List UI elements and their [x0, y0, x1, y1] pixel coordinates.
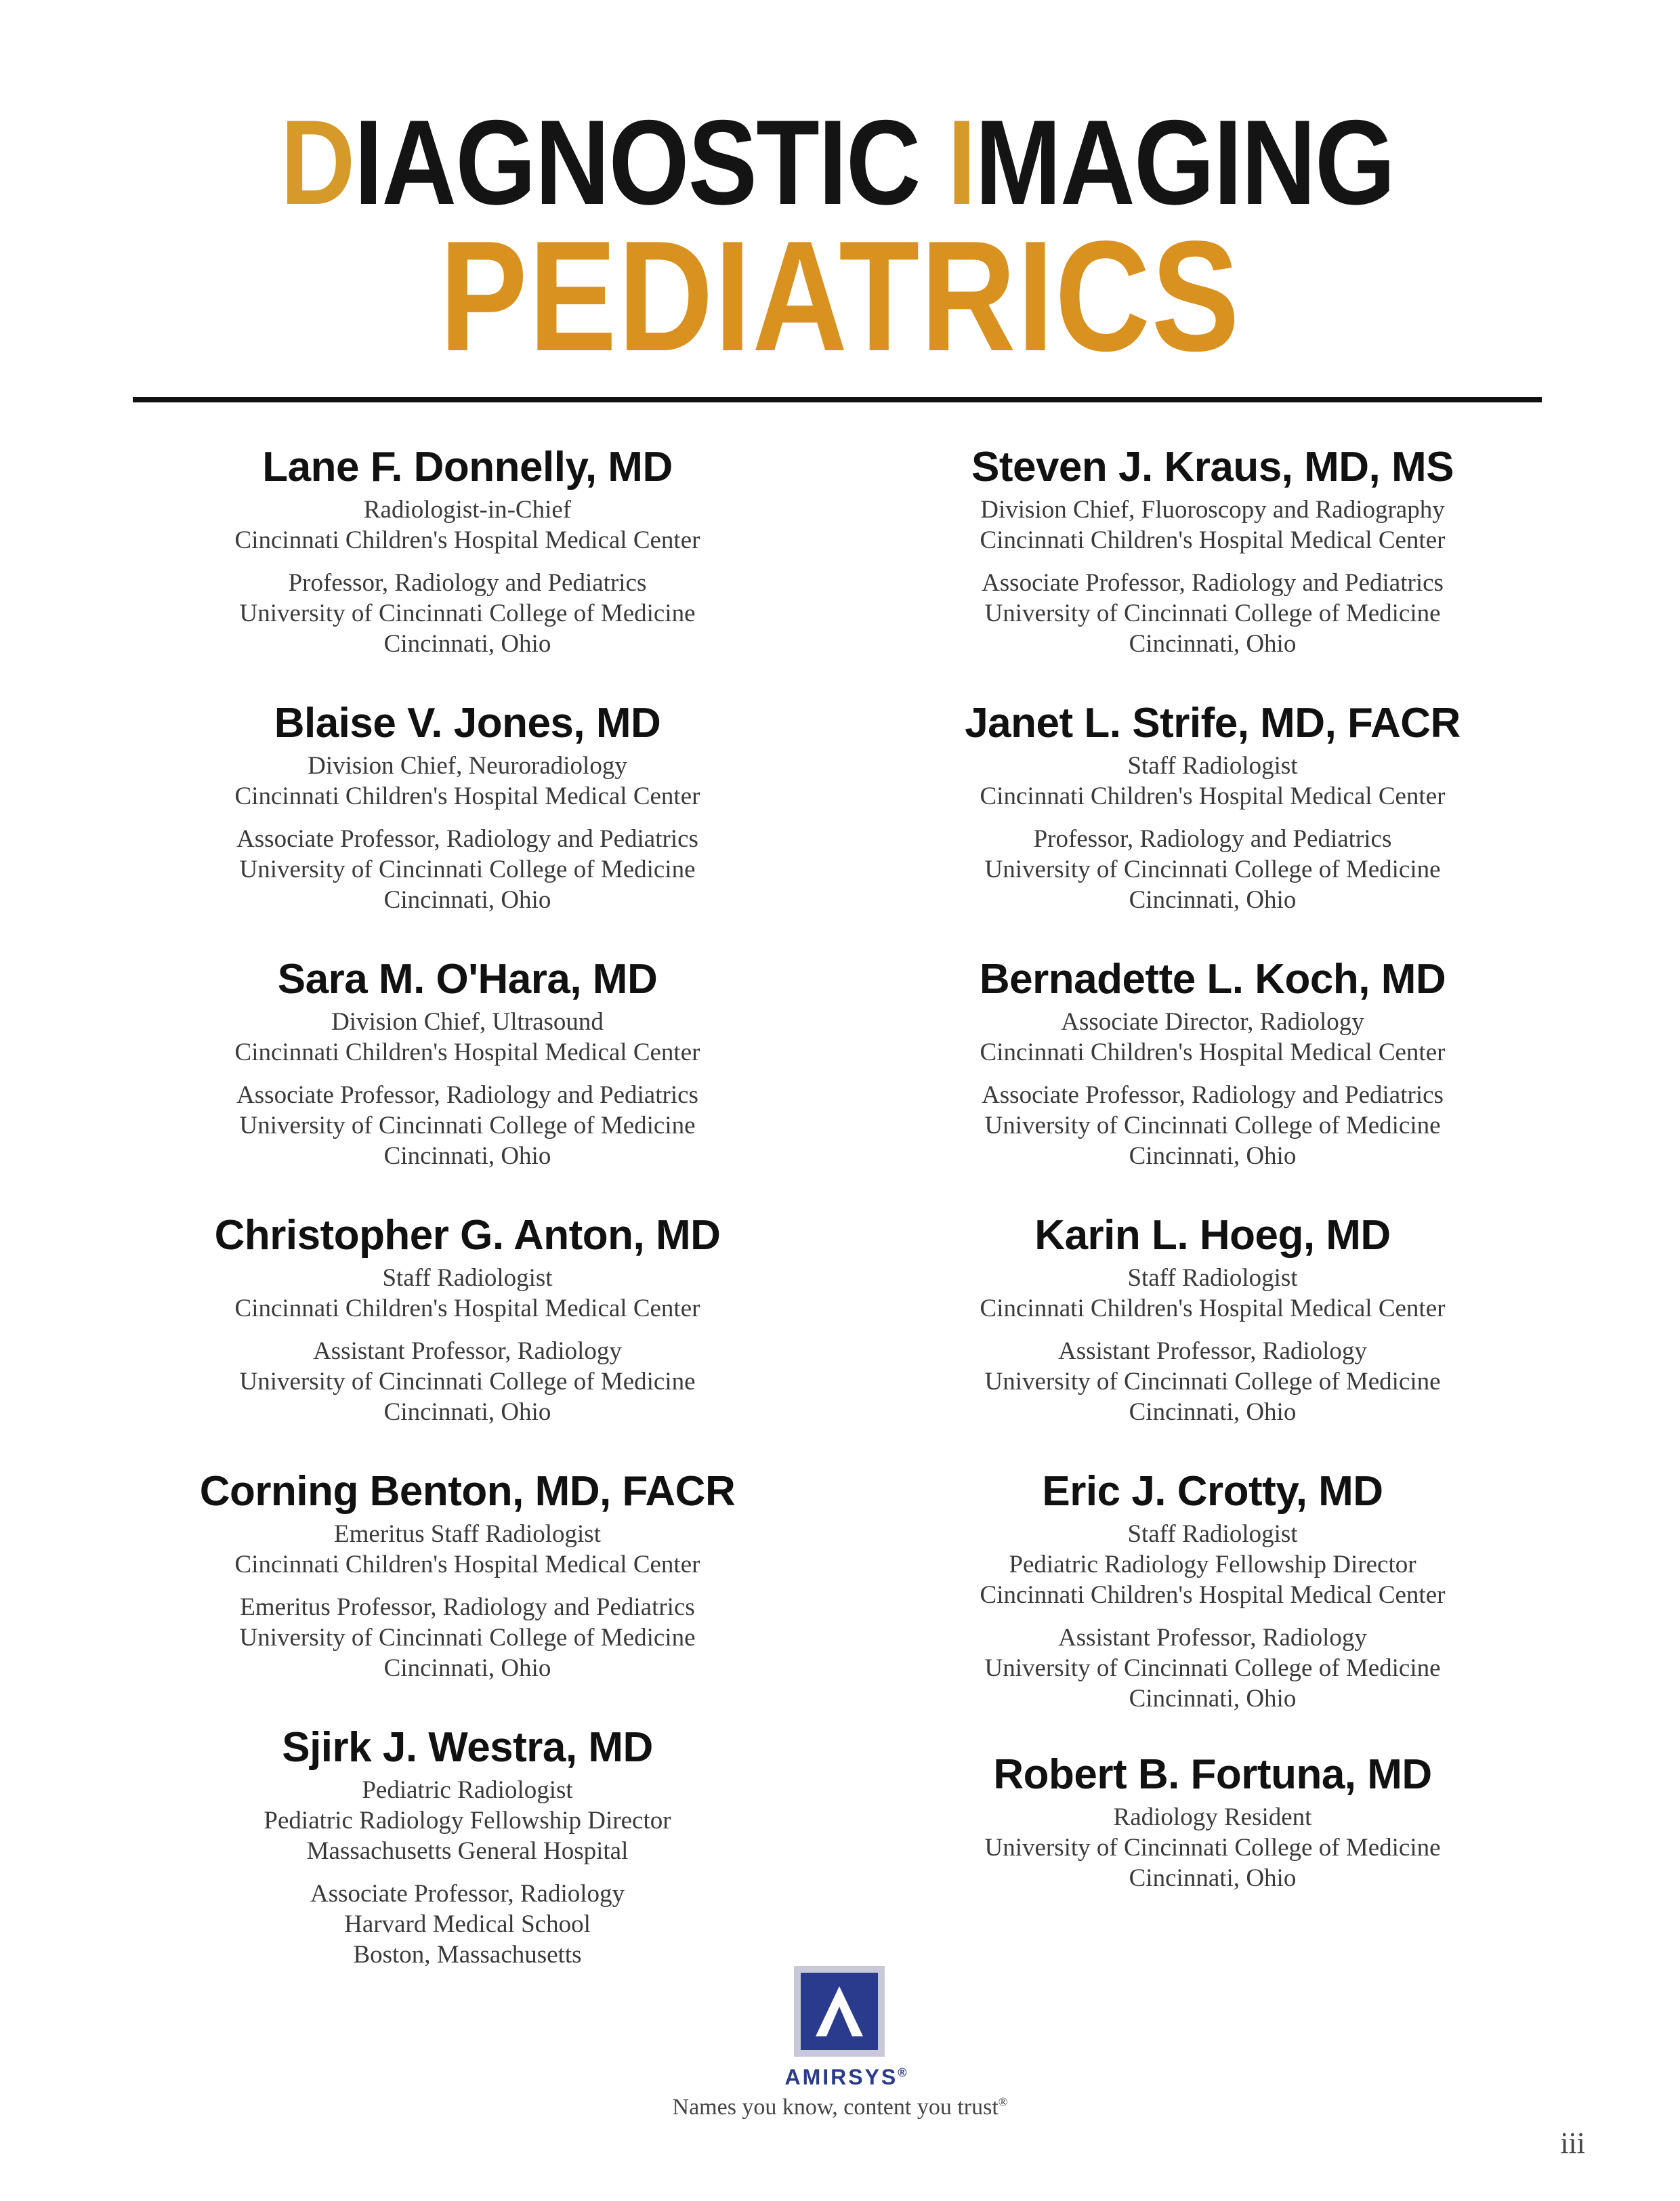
publisher-tagline: [569, 2095, 1111, 2120]
affiliation-line: Professor, Radiology and Pediatrics: [288, 569, 647, 597]
page-number: iii: [1560, 2126, 1585, 2160]
author-affiliation-1: [122, 1007, 813, 1068]
author-affiliation-2: [122, 824, 813, 915]
affiliation-line: Division Chief, Fluoroscopy and Radiography: [980, 496, 1445, 524]
publisher-name: [745, 2065, 948, 2090]
affiliation-line: Emeritus Professor, Radiology and Pediatrics: [240, 1593, 695, 1621]
affiliation-line: Cincinnati Children's Hospital Medical Center: [234, 526, 700, 554]
author-affiliation-2: [867, 1080, 1558, 1171]
affiliation-line: Cincinnati Children's Hospital Medical Center: [234, 1551, 700, 1578]
affiliation-line: Cincinnati, Ohio: [383, 1398, 551, 1426]
affiliation-line: Division Chief, Neuroradiology: [308, 752, 627, 780]
affiliation-line: Staff Radiologist: [1127, 1264, 1298, 1292]
affiliation-line: Staff Radiologist: [1127, 1520, 1298, 1548]
affiliation-line: Staff Radiologist: [1127, 752, 1298, 780]
author-affiliation-1: [867, 1007, 1558, 1068]
title-initial-d: D: [280, 95, 354, 230]
affiliation-line: Radiology Resident: [1113, 1803, 1312, 1831]
author-entry: [867, 952, 1558, 1209]
title-initial-i: I: [947, 95, 975, 230]
author-entry: [867, 1209, 1558, 1465]
affiliation-line: Cincinnati, Ohio: [383, 1142, 551, 1170]
author-name: Blaise V. Jones, MD: [274, 700, 661, 747]
author-name: Janet L. Strife, MD, FACR: [965, 700, 1461, 747]
affiliation-line: University of Cincinnati College of Medicine: [984, 856, 1441, 883]
author-affiliation-1: [122, 1263, 813, 1324]
affiliation-line: Professor, Radiology and Pediatrics: [1033, 825, 1392, 853]
affiliation-line: University of Cincinnati College of Medicine: [984, 1112, 1441, 1139]
author-entry: [867, 1465, 1558, 1721]
author-affiliation-1: [867, 751, 1558, 812]
affiliation-line: Associate Professor, Radiology and Pediatrics: [236, 825, 698, 853]
affiliation-line: University of Cincinnati College of Medicine: [984, 1834, 1441, 1862]
title-word-imaging-rest: MAGING: [975, 95, 1395, 230]
affiliation-line: Cincinnati, Ohio: [1129, 1685, 1297, 1713]
author-entry: [867, 1748, 1558, 2004]
title-line-1: [115, 95, 1560, 230]
affiliation-line: Cincinnati, Ohio: [1129, 1142, 1297, 1170]
title-divider: [133, 397, 1542, 402]
author-name: Eric J. Crotty, MD: [1042, 1468, 1383, 1515]
affiliation-line: Cincinnati Children's Hospital Medical Center: [234, 782, 700, 810]
affiliation-line: Associate Professor, Radiology and Pediatrics: [236, 1081, 698, 1109]
tagline-text: Names you know, content you trust: [672, 2095, 999, 2120]
author-entry: [867, 440, 1558, 696]
author-entry: [122, 696, 813, 952]
affiliation-line: Division Chief, Ultrasound: [331, 1008, 604, 1036]
affiliation-line: Cincinnati, Ohio: [1129, 886, 1297, 914]
author-affiliation-2: [122, 1592, 813, 1683]
title-word-diagnostic-rest: IAGNOSTIC: [354, 95, 920, 230]
author-affiliation-2: [122, 1879, 813, 1970]
publisher-name-text: AMIRSYS: [784, 2065, 898, 2089]
affiliation-line: University of Cincinnati College of Medicine: [239, 1368, 696, 1396]
affiliation-line: Harvard Medical School: [344, 1910, 591, 1938]
author-affiliation-2: [867, 568, 1558, 659]
affiliation-line: Cincinnati Children's Hospital Medical Center: [234, 1039, 700, 1066]
author-affiliation-1: [867, 495, 1558, 556]
author-name: Bernadette L. Koch, MD: [979, 956, 1446, 1003]
author-affiliation-1: [122, 1775, 813, 1866]
affiliation-line: Cincinnati Children's Hospital Medical Center: [980, 1039, 1446, 1066]
affiliation-line: Assistant Professor, Radiology: [1058, 1624, 1367, 1652]
affiliation-line: University of Cincinnati College of Medicine: [984, 600, 1441, 627]
affiliation-line: Cincinnati, Ohio: [383, 630, 551, 658]
author-affiliation-2: [122, 1336, 813, 1427]
affiliation-line: Associate Professor, Radiology and Pediatrics: [982, 1081, 1444, 1109]
author-name: Steven J. Kraus, MD, MS: [971, 444, 1454, 490]
affiliation-line: University of Cincinnati College of Medicine: [239, 1112, 696, 1139]
affiliation-line: Cincinnati, Ohio: [1129, 1864, 1297, 1892]
affiliation-line: Pediatric Radiology Fellowship Director: [264, 1807, 671, 1835]
author-entry: [122, 1209, 813, 1465]
affiliation-line: Assistant Professor, Radiology: [313, 1337, 622, 1365]
author-affiliation-2: [867, 1336, 1558, 1427]
affiliation-line: Cincinnati Children's Hospital Medical Center: [980, 1581, 1446, 1609]
author-affiliation-1: [122, 495, 813, 556]
affiliation-line: University of Cincinnati College of Medicine: [984, 1368, 1441, 1396]
author-affiliation-1: [867, 1519, 1558, 1610]
affiliation-line: University of Cincinnati College of Medicine: [239, 856, 696, 883]
author-affiliation-1: [867, 1802, 1558, 1893]
affiliation-line: Pediatric Radiologist: [362, 1776, 573, 1804]
affiliation-line: University of Cincinnati College of Medicine: [984, 1654, 1441, 1682]
authors-left-column: [122, 440, 813, 1977]
author-affiliation-2: [122, 1080, 813, 1171]
author-entry: [867, 696, 1558, 952]
title-line-2: PEDIATRICS: [439, 209, 1241, 384]
affiliation-line: Pediatric Radiology Fellowship Director: [1009, 1551, 1416, 1578]
affiliation-line: Cincinnati Children's Hospital Medical Center: [980, 526, 1446, 554]
affiliation-line: University of Cincinnati College of Medicine: [239, 600, 696, 627]
affiliation-line: Emeritus Staff Radiologist: [334, 1520, 601, 1548]
affiliation-line: Cincinnati, Ohio: [1129, 630, 1297, 658]
author-entry: [122, 1721, 813, 1977]
author-affiliation-1: [867, 1263, 1558, 1324]
author-name: Lane F. Donnelly, MD: [262, 444, 673, 490]
author-entry: [122, 952, 813, 1209]
author-name: Sara M. O'Hara, MD: [277, 956, 658, 1003]
affiliation-line: Staff Radiologist: [382, 1264, 553, 1292]
author-entry: [122, 1465, 813, 1721]
author-name: Karin L. Hoeg, MD: [1034, 1212, 1391, 1259]
author-affiliation-2: [867, 1622, 1558, 1714]
affiliation-line: Associate Professor, Radiology: [310, 1880, 625, 1908]
author-affiliation-2: [122, 568, 813, 659]
author-name: Christopher G. Anton, MD: [214, 1212, 721, 1259]
registered-mark: ®: [898, 2066, 909, 2080]
affiliation-line: Cincinnati Children's Hospital Medical Center: [980, 782, 1446, 810]
affiliation-line: Radiologist-in-Chief: [363, 496, 572, 524]
amirsys-a-logo-icon: [794, 1966, 885, 2057]
author-name: Robert B. Fortuna, MD: [993, 1751, 1432, 1798]
affiliation-line: Massachusetts General Hospital: [306, 1837, 629, 1865]
affiliation-line: Boston, Massachusetts: [353, 1941, 582, 1969]
affiliation-line: University of Cincinnati College of Medicine: [239, 1624, 696, 1652]
author-affiliation-1: [122, 1519, 813, 1580]
author-entry: [122, 440, 813, 696]
author-affiliation-2: [867, 824, 1558, 915]
affiliation-line: Cincinnati Children's Hospital Medical Center: [980, 1295, 1446, 1322]
a-logo-glyph-icon: [813, 1984, 866, 2039]
affiliation-line: Cincinnati Children's Hospital Medical Center: [234, 1295, 700, 1322]
affiliation-line: Assistant Professor, Radiology: [1058, 1337, 1367, 1365]
author-affiliation-1: [122, 751, 813, 812]
affiliation-line: Cincinnati, Ohio: [383, 886, 551, 914]
affiliation-line: Associate Director, Radiology: [1061, 1008, 1364, 1036]
author-name: Corning Benton, MD, FACR: [199, 1468, 736, 1515]
affiliation-line: Associate Professor, Radiology and Pediatrics: [982, 569, 1444, 597]
affiliation-line: Cincinnati, Ohio: [1129, 1398, 1297, 1426]
authors-right-column: [867, 440, 1558, 2004]
trademark-mark: ®: [998, 2095, 1008, 2109]
author-name: Sjirk J. Westra, MD: [282, 1724, 653, 1771]
affiliation-line: Cincinnati, Ohio: [383, 1654, 551, 1682]
